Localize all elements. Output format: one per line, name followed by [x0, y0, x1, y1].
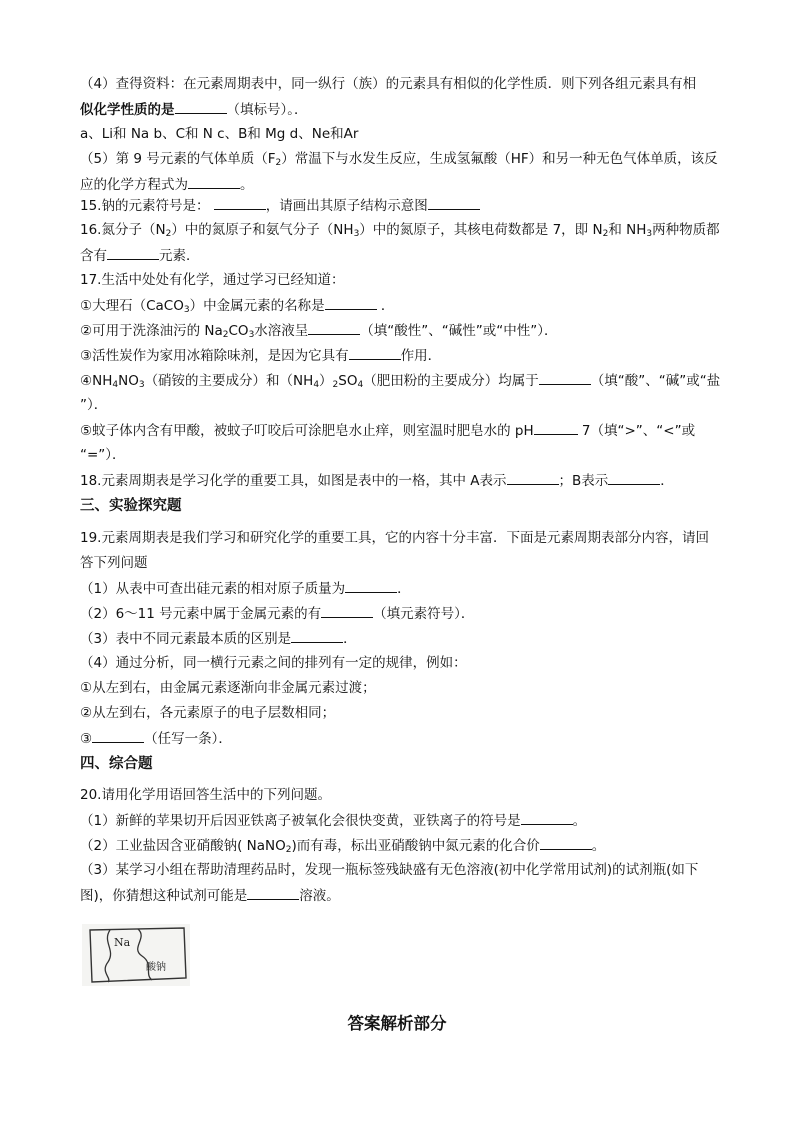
q19-rule2: ②从左到右，各元素原子的电子层数相同；: [80, 704, 336, 721]
q19-rule1: ①从左到右，由金属元素逐渐向非金属元素过渡；: [80, 679, 376, 696]
document-page: [80, 76, 720, 904]
subscript: 4: [357, 380, 364, 390]
answer-blank[interactable]: [107, 247, 159, 260]
text: ）常温下与水发生反应，生成氢氟酸（HF）和另一种无色气体单质，该反: [281, 151, 718, 167]
q19-rule3: [80, 730, 720, 747]
text: 和 NH: [608, 222, 647, 238]
q14-part5-line2: [80, 176, 720, 193]
text: （1）新鲜的苹果切开后因亚铁离子被氧化会很快变黄，亚铁离子的符号是: [80, 813, 521, 829]
text: ）中金属元素的名称是: [189, 298, 325, 314]
answer-blank[interactable]: [521, 812, 573, 825]
text: ．: [343, 630, 357, 647]
text: 7（填“>”、“<”或: [577, 423, 696, 439]
q20-part1: [80, 812, 720, 829]
text: （硝铵的主要成分）和（NH: [144, 373, 314, 389]
text: （肥田粉的主要成分）均属于: [363, 373, 539, 389]
q19-part3: [80, 630, 720, 647]
text: ④NH: [80, 373, 113, 389]
q20-part3-line1: （3）某学习小组在帮助清理药品时，发现一瓶标签残缺盛有无色溶液(初中化学常用试剂)的试剂瓶(如下: [80, 862, 699, 878]
text: ②可用于洗涤油污的 Na: [80, 323, 223, 339]
text: ①大理石（CaCO: [80, 298, 184, 314]
subscript: 3: [138, 380, 145, 390]
subscript: 3: [183, 305, 190, 315]
answer-blank[interactable]: [539, 372, 591, 385]
answer-blank[interactable]: [534, 422, 578, 435]
text: 15.钠的元素符号是：: [80, 198, 214, 214]
text: （填“酸”、“碱”或“盐: [590, 373, 721, 389]
text: CO: [228, 323, 249, 339]
q19-part2: [80, 605, 720, 622]
answer-blank[interactable]: [321, 605, 373, 618]
text: 。: [240, 177, 254, 193]
answer-blank[interactable]: [608, 472, 660, 485]
answer-blank[interactable]: [507, 472, 559, 485]
text: 应的化学方程式为: [80, 177, 188, 193]
q14-part4-hint: （填标号）。．: [226, 102, 308, 118]
answer-blank[interactable]: [247, 887, 299, 900]
text: 元素．: [159, 248, 200, 264]
text: 两种物质都: [652, 222, 720, 238]
q17-item2: [80, 322, 720, 339]
q17-item4-line2: ”）．: [80, 397, 108, 413]
q14-part5-line1: [80, 151, 720, 168]
q16-line1: [80, 222, 720, 239]
q20-intro: 20.请用化学用语回答生活中的下列问题。: [80, 787, 331, 803]
subscript: 4: [313, 380, 320, 390]
text: （3）表中不同元素最本质的区别是: [80, 630, 292, 647]
answer-blank[interactable]: [175, 101, 227, 114]
answer-blank[interactable]: [325, 297, 377, 310]
text: 图)，你猜想这种试剂可能是: [80, 888, 248, 904]
text: ．: [397, 580, 411, 597]
subscript: 3: [353, 229, 360, 239]
subscript: 2: [222, 330, 229, 340]
text: ）中的氮原子和氨气分子（NH: [171, 222, 354, 238]
text: 水溶液呈: [254, 323, 309, 339]
q18: [80, 472, 720, 489]
subscript: 3: [248, 330, 255, 340]
text: ⑤蚊子体内含有甲酸，被蚊子叮咬后可涂肥皂水止痒，则室温时肥皂水的 pH: [80, 423, 534, 439]
text: ③: [80, 730, 93, 747]
q20-part3-line2: [80, 887, 720, 904]
answer-blank[interactable]: [428, 197, 480, 210]
q14-options: a、Li和 Na b、C和 N c、B和 Mg d、Ne和Ar: [80, 126, 359, 142]
text: ．: [376, 298, 395, 314]
q17-item1: [80, 297, 720, 314]
text: （填“酸性”、“碱性”或“中性”）．: [360, 323, 558, 339]
answer-blank[interactable]: [345, 580, 397, 593]
q17-item5-line1: [80, 422, 720, 439]
answer-blank[interactable]: [349, 347, 401, 360]
q17-intro: 17.生活中处处有化学，通过学习已经知道：: [80, 272, 345, 288]
text: （2）工业盐因含亚硝酸钠( NaNO: [80, 838, 286, 854]
reagent-label-figure: [82, 924, 190, 986]
section-heading-3: 三、实验探究题: [80, 498, 182, 514]
q17-item5-line2: “=”）．: [80, 447, 126, 463]
text: ．: [660, 473, 674, 489]
answer-blank[interactable]: [291, 630, 343, 643]
q19-line2: 答下列问题: [80, 554, 148, 571]
text: 18.元素周期表是学习化学的重要工具，如图是表中的一格，其中 A表示: [80, 473, 507, 489]
answer-blank[interactable]: [540, 837, 592, 850]
text: NO: [118, 373, 139, 389]
subscript: 4: [112, 380, 119, 390]
figure-background: [82, 924, 190, 986]
text: ，请画出其原子结构示意图: [265, 198, 428, 214]
text: 16.氮分子（N: [80, 222, 166, 238]
q17-item4-line1: [80, 372, 720, 389]
text: （填元素符号）．: [373, 605, 475, 622]
q19-line1: 19.元素周期表是我们学习和研究化学的重要工具，它的内容十分丰富．下面是元素周期表部分内容，请回: [80, 529, 709, 546]
text: 作用．: [400, 348, 442, 364]
section-heading-4: 四、综合题: [80, 755, 153, 772]
answer-blank[interactable]: [92, 730, 144, 743]
q19-part1: [80, 580, 720, 597]
text: )而有毒，标出亚硝酸钠中氮元素的化合价: [291, 838, 540, 854]
label-text-na: Na: [114, 936, 131, 949]
label-text-suan: 酸钠: [146, 962, 166, 973]
q14-part4-line1: （4）查得资料：在元素周期表中，同一纵行（族）的元素具有相似的化学性质．则下列各组元素具有相: [80, 76, 697, 92]
text: （5）第 9 号元素的气体单质（F: [80, 151, 276, 167]
q14-part4-text: 似化学性质的是: [80, 102, 175, 118]
text: 。: [572, 813, 587, 829]
text: 。: [591, 838, 606, 854]
q16-line2: [80, 247, 720, 264]
text: ）: [319, 373, 333, 389]
q15: [80, 197, 720, 214]
text: （1）从表中可查出硅元素的相对原子质量为: [80, 580, 346, 597]
q19-part4: （4）通过分析，同一横行元素之间的排列有一定的规律，例如：: [80, 654, 467, 671]
answer-section-title: 答案解析部分: [347, 1014, 447, 1033]
q14-part4-line2: [80, 101, 720, 118]
answer-blank[interactable]: [214, 197, 266, 210]
subscript: 2: [275, 158, 282, 168]
text: ③活性炭作为家用冰箱除味剂，是因为它具有: [80, 348, 349, 364]
text: （2）6～11 号元素中属于金属元素的有: [80, 605, 322, 622]
subscript: 2: [602, 229, 609, 239]
answer-blank[interactable]: [188, 176, 240, 189]
subscript: 2: [165, 229, 172, 239]
answer-blank[interactable]: [308, 322, 360, 335]
subscript: 2: [332, 380, 339, 390]
q20-part2: [80, 837, 720, 854]
text: （任写一条）．: [144, 730, 232, 747]
subscript: 3: [646, 229, 653, 239]
subscript: 2: [285, 845, 292, 855]
text: ；B表示: [558, 473, 609, 489]
text: SO: [338, 373, 358, 389]
q17-item3: [80, 347, 720, 364]
text: 溶液。: [299, 888, 340, 904]
text: ）中的氮原子，其核电荷数都是 7，即 N: [359, 222, 603, 238]
text: 含有: [80, 248, 107, 264]
